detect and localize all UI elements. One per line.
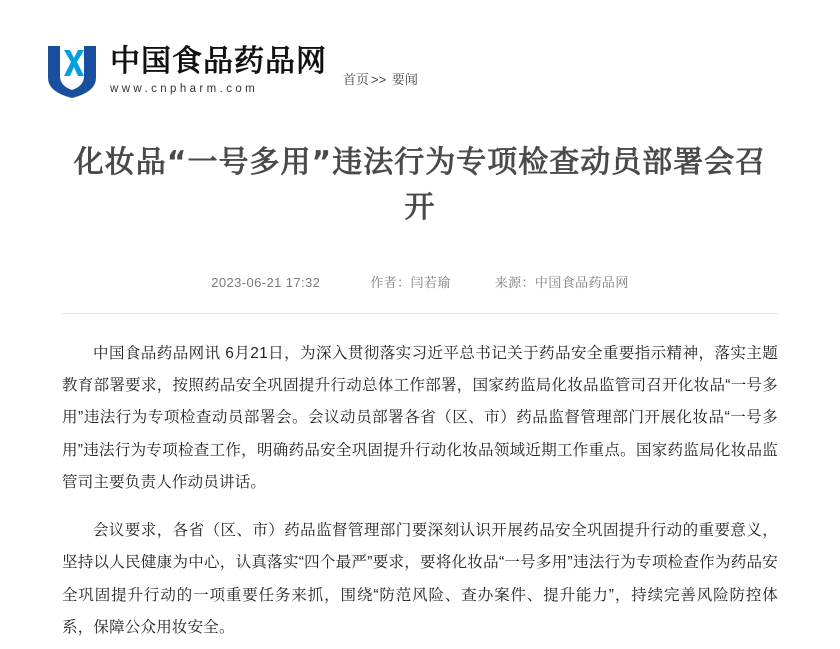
logo-chinese-name: 中国食品药品网 — [110, 44, 327, 80]
logo-text-block — [110, 45, 327, 95]
article-date: 2023-06-21 17:32 — [211, 275, 321, 290]
site-logo[interactable] — [44, 42, 327, 98]
meta-divider — [62, 313, 778, 314]
site-header — [0, 0, 840, 98]
article-author: 作者：闫若瑜 — [370, 275, 451, 290]
breadcrumb-current-link[interactable]: 要闻 — [391, 72, 418, 87]
page-title: 化妆品“一号多用”违法行为专项检查动员部署会召开 — [73, 145, 767, 225]
article-source: 来源：中国食品药品网 — [494, 275, 629, 290]
article-meta — [62, 272, 778, 291]
article-body — [62, 338, 778, 644]
breadcrumb — [343, 73, 418, 86]
breadcrumb-separator: >> — [371, 72, 387, 87]
breadcrumb-home-link[interactable]: 首页 — [343, 72, 370, 87]
logo-website-url: www.cnpharm.com — [110, 82, 259, 95]
article-paragraph: 中国食品药品网讯 6月21日，为深入贯彻落实习近平总书记关于药品安全重要指示精神，落实主题教育部署要求，按照药品安全巩固提升行动总体工作部署，国家药监局化妆品监管司召开化妆品“一号多用”违法行为专项检查动员部署会。会议动员部署各省（区、市）药品监督管理部门开展化妆品“一号多用”违法行为专项检查工作，明确药品安全巩固提升行动化妆品领域近期工作重点。国家药监局化妆品监管司主要负责人作动员讲话。 — [62, 345, 778, 491]
article-container — [0, 140, 840, 644]
article-paragraph: 会议要求，各省（区、市）药品监督管理部门要深刻认识开展药品安全巩固提升行动的重要意义，坚持以人民健康为中心，认真落实“四个最严”要求，要将化妆品“一号多用”违法行为专项检查作为药品安全巩固提升行动的一项重要任务来抓，围绕“防范风险、查办案件、提升能力”，持续完善风险防控体系，保障公众用妆安全。 — [62, 522, 778, 636]
cnpharm-logo-icon — [44, 42, 100, 98]
